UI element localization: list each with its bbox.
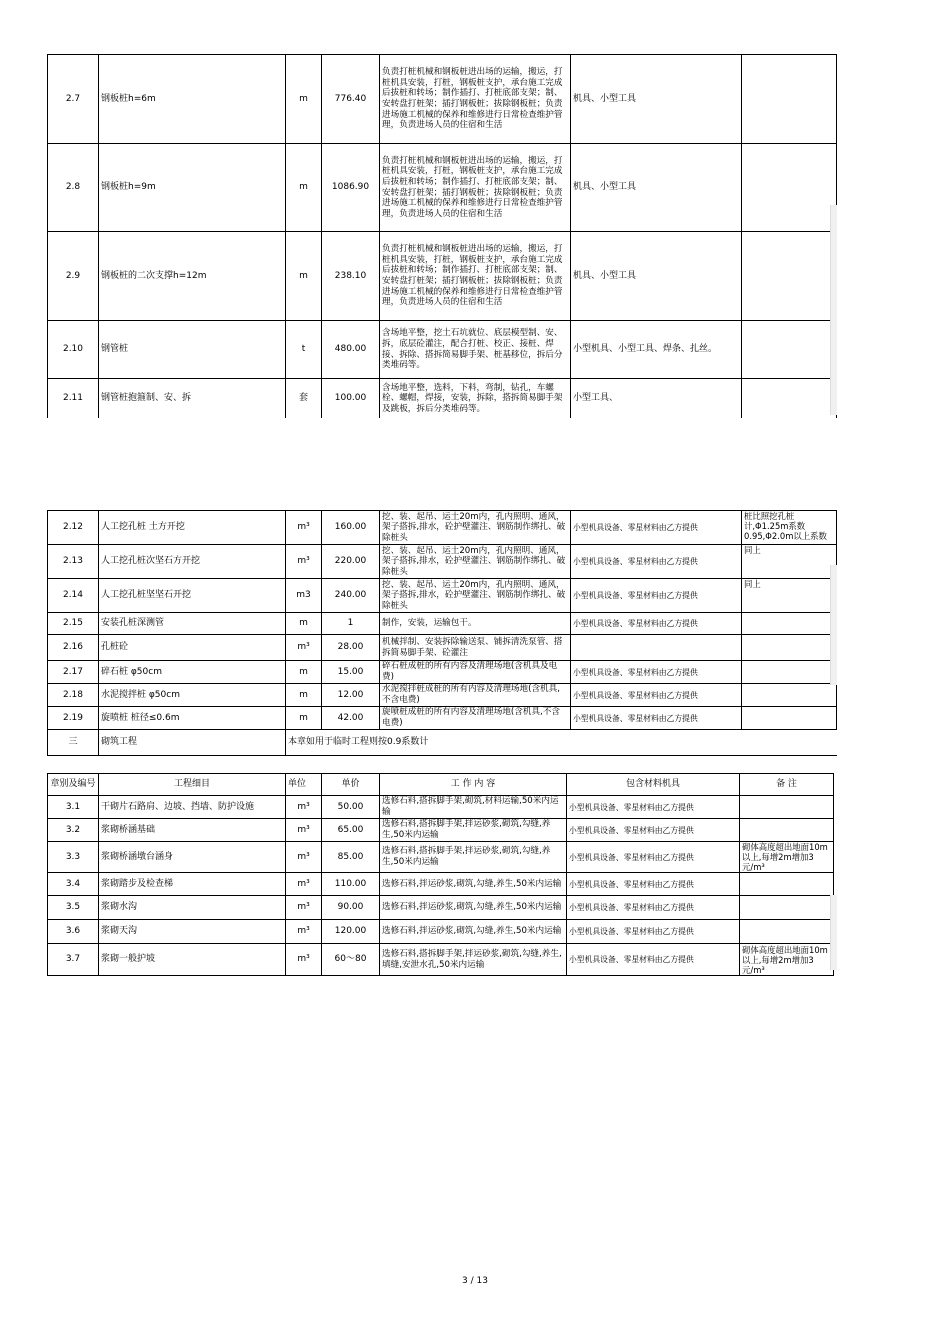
table-row: [48, 55, 837, 144]
item-unit: t: [286, 321, 322, 379]
item-remark: 砌体高度超出地面10m以上,每增2m增加3元/m³: [740, 842, 834, 873]
table-row: [48, 635, 837, 661]
item-remark: [740, 920, 834, 944]
item-unit: m: [286, 684, 322, 707]
chapter-note: 本章如用于临时工程则按0.9系数计: [286, 730, 837, 756]
header-unit: 单位: [286, 774, 322, 796]
item-price: 12.00: [322, 684, 380, 707]
item-materials: 小型机具设备、零星材料由乙方提供: [567, 819, 740, 842]
item-materials: 小型工具、: [571, 379, 742, 419]
item-remark: [742, 321, 837, 379]
table-row: [48, 896, 834, 920]
chapter-name: 砌筑工程: [99, 730, 286, 756]
item-price: 1: [322, 613, 380, 635]
item-name: 旋喷桩 桩径≤0.6m: [99, 707, 286, 730]
item-code: 2.9: [48, 232, 99, 321]
item-materials: 小型机具设备、零星材料由乙方提供: [571, 684, 742, 707]
item-materials: 小型机具设备、零星材料由乙方提供: [567, 796, 740, 819]
item-materials: 小型机具设备、零星材料由乙方提供: [567, 944, 740, 976]
item-name: 人工挖孔桩坚坚石开挖: [99, 579, 286, 613]
item-materials: 小型机具设备、零星材料由乙方提供: [571, 707, 742, 730]
item-code: 2.13: [48, 545, 99, 579]
item-name: 孔桩砼: [99, 635, 286, 661]
table-row: [48, 684, 837, 707]
item-unit: 套: [286, 379, 322, 419]
item-code: 2.19: [48, 707, 99, 730]
item-materials: [571, 635, 742, 661]
item-materials: 小型机具设备、零星材料由乙方提供: [567, 920, 740, 944]
item-unit: m³: [286, 819, 322, 842]
item-price: 776.40: [322, 55, 380, 144]
item-remark: [740, 796, 834, 819]
item-code: 3.6: [48, 920, 99, 944]
item-unit: m³: [286, 796, 322, 819]
item-name: 碎石桩 φ50cm: [99, 661, 286, 684]
item-code: 2.8: [48, 144, 99, 232]
item-unit: m³: [286, 873, 322, 896]
item-code: 3.2: [48, 819, 99, 842]
item-remark: [742, 144, 837, 232]
item-work-content: 挖、装、起吊、运土20m内，孔内照明、通风，架子搭拆,排水，砼护壁灌注、钢筋制作绑扎、破除桩头: [380, 511, 571, 545]
side-panel-strip: [830, 895, 837, 970]
item-code: 2.10: [48, 321, 99, 379]
side-panel-strip: [830, 205, 837, 415]
table-row: [48, 873, 834, 896]
item-price: 15.00: [322, 661, 380, 684]
item-work-content: 选修石料,拌运砂浆,砌筑,勾缝,养生,50米内运输: [380, 920, 567, 944]
item-work-content: 负责打桩机械和钢板桩进出场的运输，搬运，打桩机具安装，打桩，钢板桩支护，承台施工完成后拔桩和转场；制作插打、打桩底部支架；制、安转盘打桩架；插打钢板桩；拔除钢板桩；负责进场施工机械的保养和维修进行日常检查维护管理，负责进场人员的住宿和生活: [380, 55, 571, 144]
item-name: 水泥搅拌桩 φ50cm: [99, 684, 286, 707]
table-row: [48, 661, 837, 684]
item-name: 浆砌一般护坡: [99, 944, 286, 976]
item-name: 安装孔桩深测管: [99, 613, 286, 635]
table-row: [48, 819, 834, 842]
item-remark: [742, 661, 837, 684]
item-materials: 小型机具设备、零星材料由乙方提供: [571, 511, 742, 545]
table-row: [48, 842, 834, 873]
item-code: 2.16: [48, 635, 99, 661]
item-code: 3.3: [48, 842, 99, 873]
item-work-content: 挖、装、起吊、运土20m内，孔内照明、通风，架子搭拆,排水，砼护壁灌注、钢筋制作绑扎、破除桩头: [380, 545, 571, 579]
table-row: [48, 613, 837, 635]
item-name: 人工挖孔桩 土方开挖: [99, 511, 286, 545]
item-unit: m: [286, 661, 322, 684]
side-panel-strip: [830, 565, 837, 685]
item-work-content: 选修石料,搭拆脚手架,砌筑,材料运输,50米内运输: [380, 796, 567, 819]
table-header-row: [48, 774, 834, 796]
item-price: 28.00: [322, 635, 380, 661]
item-unit: m3: [286, 579, 322, 613]
item-remark: 桩比照挖孔桩计,Φ1.25m系数0.95,Φ2.0m以上系数: [742, 511, 837, 545]
item-name: 钢板桩h=9m: [99, 144, 286, 232]
item-materials: 小型机具设备、零星材料由乙方提供: [567, 873, 740, 896]
item-materials: 小型机具设备、零星材料由乙方提供: [571, 661, 742, 684]
table-row: [48, 944, 834, 976]
item-work-content: 挖、装、起吊、运土20m内，孔内照明、通风，架子搭拆,排水，砼护壁灌注、钢筋制作绑扎、破除桩头: [380, 579, 571, 613]
item-remark: [742, 635, 837, 661]
item-materials: 机具、小型工具: [571, 232, 742, 321]
item-name: 钢管桩抱箍制、安、拆: [99, 379, 286, 419]
item-remark: [742, 684, 837, 707]
item-name: 浆砌桥涵基础: [99, 819, 286, 842]
page-number: 3 / 13: [462, 1276, 488, 1286]
item-remark: [742, 232, 837, 321]
table-row: [48, 144, 837, 232]
table-row: [48, 920, 834, 944]
item-unit: m³: [286, 842, 322, 873]
item-materials: 小型机具设备、零星材料由乙方提供: [567, 842, 740, 873]
header-work: 工 作 内 容: [380, 774, 567, 796]
item-code: 2.11: [48, 379, 99, 419]
item-code: 3.4: [48, 873, 99, 896]
item-price: 100.00: [322, 379, 380, 419]
item-work-content: 含场地平整，选料，下料，弯制，钻孔，车螺栓、螺帽，焊接，安装，拆除，搭拆简易脚手架及跳板，拆后分类堆码等。: [380, 379, 571, 419]
header-material: 包含材料机具: [567, 774, 740, 796]
item-work-content: 机械拌制、安装拆除输送泵、铺拆清洗泵管、搭拆简易脚手架、砼灌注: [380, 635, 571, 661]
item-code: 2.14: [48, 579, 99, 613]
item-materials: 小型机具、小型工具、焊条、扎丝。: [571, 321, 742, 379]
item-name: 人工挖孔桩次坚石方开挖: [99, 545, 286, 579]
item-work-content: 制作，安装，运输包干。: [380, 613, 571, 635]
item-price: 238.10: [322, 232, 380, 321]
item-code: 3.7: [48, 944, 99, 976]
table-row: [48, 379, 837, 419]
item-unit: m³: [286, 635, 322, 661]
table-page-break: [40, 418, 840, 438]
item-work-content: 选修石料,拌运砂浆,砌筑,勾缝,养生,50米内运输: [380, 896, 567, 920]
item-remark: [742, 707, 837, 730]
item-price: 220.00: [322, 545, 380, 579]
item-unit: m: [286, 232, 322, 321]
header-code: 章别及编号: [48, 774, 99, 796]
item-name: 钢板桩h=6m: [99, 55, 286, 144]
header-name: 工程细目: [99, 774, 286, 796]
item-name: 浆砌天沟: [99, 920, 286, 944]
item-code: 3.1: [48, 796, 99, 819]
item-materials: 小型机具设备、零星材料由乙方提供: [571, 579, 742, 613]
table-row: [48, 579, 837, 613]
item-name: 浆砌桥涵墩台涵身: [99, 842, 286, 873]
item-remark: 砌体高度超出地面10m以上,每增2m增加3元/m³: [740, 944, 834, 976]
item-price: 42.00: [322, 707, 380, 730]
item-price: 90.00: [322, 896, 380, 920]
item-price: 240.00: [322, 579, 380, 613]
item-price: 60～80: [322, 944, 380, 976]
item-name: 钢板桩的二次支撑h=12m: [99, 232, 286, 321]
pile-works-table-b: [47, 510, 837, 756]
item-code: 2.12: [48, 511, 99, 545]
item-unit: m: [286, 55, 322, 144]
item-remark: [740, 819, 834, 842]
item-price: 85.00: [322, 842, 380, 873]
item-price: 1086.90: [322, 144, 380, 232]
item-work-content: 选修石料,搭拆脚手架,拌运砂浆,砌筑,勾缝,养生,50米内运输: [380, 842, 567, 873]
item-work-content: 水泥搅拌桩成桩的所有内容及清理场地(含机具,不含电费): [380, 684, 571, 707]
item-remark: [742, 55, 837, 144]
item-code: 3.5: [48, 896, 99, 920]
header-price: 单价: [322, 774, 380, 796]
item-unit: m³: [286, 896, 322, 920]
header-remark: 备 注: [740, 774, 834, 796]
item-name: 干砌片石路肩、边坡、挡墙、防护设施: [99, 796, 286, 819]
item-remark: [740, 896, 834, 920]
item-remark: [742, 613, 837, 635]
item-price: 120.00: [322, 920, 380, 944]
table-row: [48, 321, 837, 379]
item-work-content: 含场地平整，挖土石坑就位、底层模型制、安、拆，底层砼灌注，配合打桩、校正、接桩、焊接、拆除、搭拆简易脚手架、桩基移位，拆后分类堆码等。: [380, 321, 571, 379]
item-work-content: 碎石桩成桩的所有内容及清理场地(含机具及电费): [380, 661, 571, 684]
item-name: 钢管桩: [99, 321, 286, 379]
item-code: 2.17: [48, 661, 99, 684]
item-price: 160.00: [322, 511, 380, 545]
item-price: 50.00: [322, 796, 380, 819]
masonry-works-table: [47, 773, 834, 976]
item-work-content: 旋喷桩成桩的所有内容及清理场地(含机具,不含电费): [380, 707, 571, 730]
item-unit: m: [286, 707, 322, 730]
item-materials: 小型机具设备、零星材料由乙方提供: [571, 545, 742, 579]
chapter-code: 三: [48, 730, 99, 756]
pile-works-table-a: [47, 54, 837, 419]
item-materials: 小型机具设备、零星材料由乙方提供: [571, 613, 742, 635]
item-code: 2.7: [48, 55, 99, 144]
table-row: [48, 707, 837, 730]
item-unit: m³: [286, 944, 322, 976]
item-work-content: 选修石料,拌运砂浆,砌筑,勾缝,养生,50米内运输: [380, 873, 567, 896]
item-name: 浆砌踏步及检查梯: [99, 873, 286, 896]
item-unit: m: [286, 144, 322, 232]
table-row: [48, 796, 834, 819]
table-row: [48, 232, 837, 321]
item-unit: m³: [286, 545, 322, 579]
item-unit: m³: [286, 511, 322, 545]
item-unit: m: [286, 613, 322, 635]
item-price: 110.00: [322, 873, 380, 896]
item-unit: m³: [286, 920, 322, 944]
item-work-content: 负责打桩机械和钢板桩进出场的运输，搬运，打桩机具安装，打桩，钢板桩支护，承台施工完成后拔桩和转场；制作插打、打桩底部支架；制、安转盘打桩架；插打钢板桩；拔除钢板桩；负责进场施工机械的保养和维修进行日常检查维护管理，负责进场人员的住宿和生活: [380, 144, 571, 232]
item-remark: 同上: [742, 579, 837, 613]
item-name: 浆砌水沟: [99, 896, 286, 920]
item-price: 65.00: [322, 819, 380, 842]
item-remark: [742, 379, 837, 419]
item-materials: 机具、小型工具: [571, 144, 742, 232]
item-price: 480.00: [322, 321, 380, 379]
item-work-content: 选修石料,搭拆脚手架,拌运砂浆,砌筑,勾缝,养生,50米内运输: [380, 819, 567, 842]
item-work-content: 选修石料,搭拆脚手架,拌运砂浆,砌筑,勾缝,养生,填缝,安泄水孔,50米内运输: [380, 944, 567, 976]
item-work-content: 负责打桩机械和钢板桩进出场的运输，搬运，打桩机具安装，打桩，钢板桩支护，承台施工完成后拔桩和转场；制作插打、打桩底部支架；制、安转盘打桩架；插打钢板桩；拔除钢板桩；负责进场施工机械的保养和维修进行日常检查维护管理，负责进场人员的住宿和生活: [380, 232, 571, 321]
chapter-row: [48, 730, 837, 756]
table-row: [48, 545, 837, 579]
item-remark: [740, 873, 834, 896]
table-row: [48, 511, 837, 545]
item-materials: 机具、小型工具: [571, 55, 742, 144]
item-code: 2.18: [48, 684, 99, 707]
item-code: 2.15: [48, 613, 99, 635]
item-materials: 小型机具设备、零星材料由乙方提供: [567, 896, 740, 920]
item-remark: 同上: [742, 545, 837, 579]
